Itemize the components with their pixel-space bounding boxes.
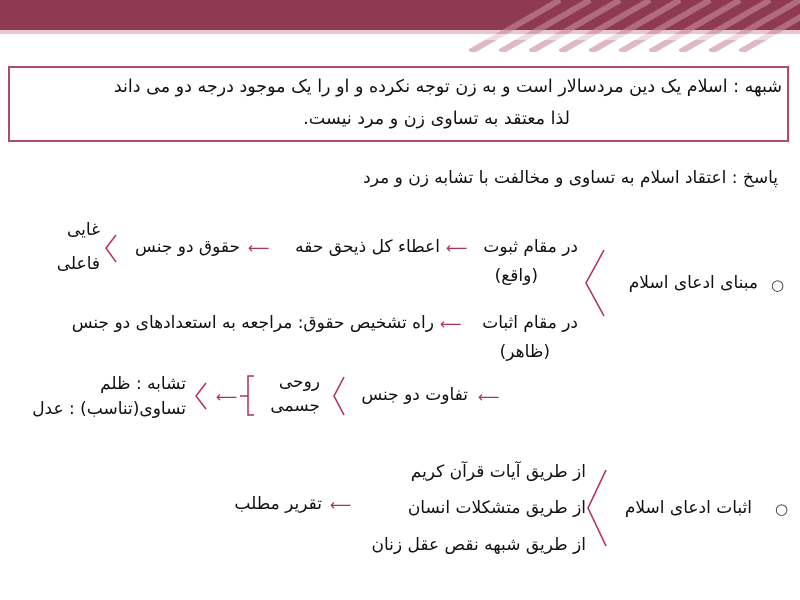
end-faeli: فاعلی — [56, 254, 100, 274]
type-spiritual: روحی — [278, 372, 320, 392]
left-arrow-icon: ⟵ — [216, 388, 238, 406]
answer-heading: پاسخ : اعتقاد اسلام به تساوی و مخالفت با تشابه زن و مرد — [363, 168, 778, 188]
appearance-sub: (ظاهر) — [499, 342, 550, 362]
appearance-label: در مقام اثبات — [482, 313, 578, 333]
doubt-line-1: شبهه : اسلام یک دین مردسالار است و به زن توجه نکرده و او را یک موجود درجه دو می داند — [113, 77, 782, 97]
hollow-circle-icon: ○ — [771, 276, 785, 294]
reality-step-2: حقوق دو جنس — [135, 237, 240, 257]
foundation-brace-icon — [586, 250, 604, 316]
left-arrow-icon: ⟵ — [248, 239, 270, 257]
proof-way-3: از طریق شبهه نقص عقل زنان — [371, 535, 586, 555]
proof-label: اثبات ادعای اسلام — [624, 498, 752, 518]
left-arrow-icon: ⟵ — [478, 388, 500, 406]
outcomes-brace-icon — [196, 383, 206, 409]
left-arrow-icon: ⟵ — [446, 239, 468, 257]
appearance-step-1: راه تشخیص حقوق: مراجعه به استعدادهای دو جنس — [71, 313, 434, 333]
outcome-similarity: تشابه : ظلم — [100, 374, 186, 394]
doubt-line-2: لذا معتقد به تساوی زن و مرد نیست. — [303, 109, 570, 129]
types-angle-brace-icon — [334, 377, 344, 415]
foundation-label: مبنای ادعای اسلام — [628, 273, 758, 293]
difference-label: تفاوت دو جنس — [361, 385, 468, 405]
ends-brace-icon — [106, 235, 116, 262]
proof-way-1: از طریق آیات قرآن کریم — [410, 462, 586, 482]
proof-result: تقریر مطلب — [234, 494, 322, 514]
outcome-equality: تساوی(تناسب) : عدل — [32, 399, 186, 419]
left-arrow-icon: ⟵ — [330, 496, 352, 514]
reality-sub: (واقع) — [494, 266, 538, 286]
type-physical: جسمی — [270, 396, 320, 416]
types-square-bracket-icon — [240, 376, 254, 415]
end-ghayi: غایی — [67, 220, 100, 240]
proof-way-2: از طریق متشکلات انسان — [407, 498, 586, 518]
left-arrow-icon: ⟵ — [440, 315, 462, 333]
reality-label: در مقام ثبوت — [483, 237, 578, 257]
reality-step-1: اعطاء کل ذیحق حقه — [295, 237, 440, 257]
hollow-circle-icon: ○ — [775, 500, 789, 518]
proof-brace-icon — [588, 470, 606, 546]
